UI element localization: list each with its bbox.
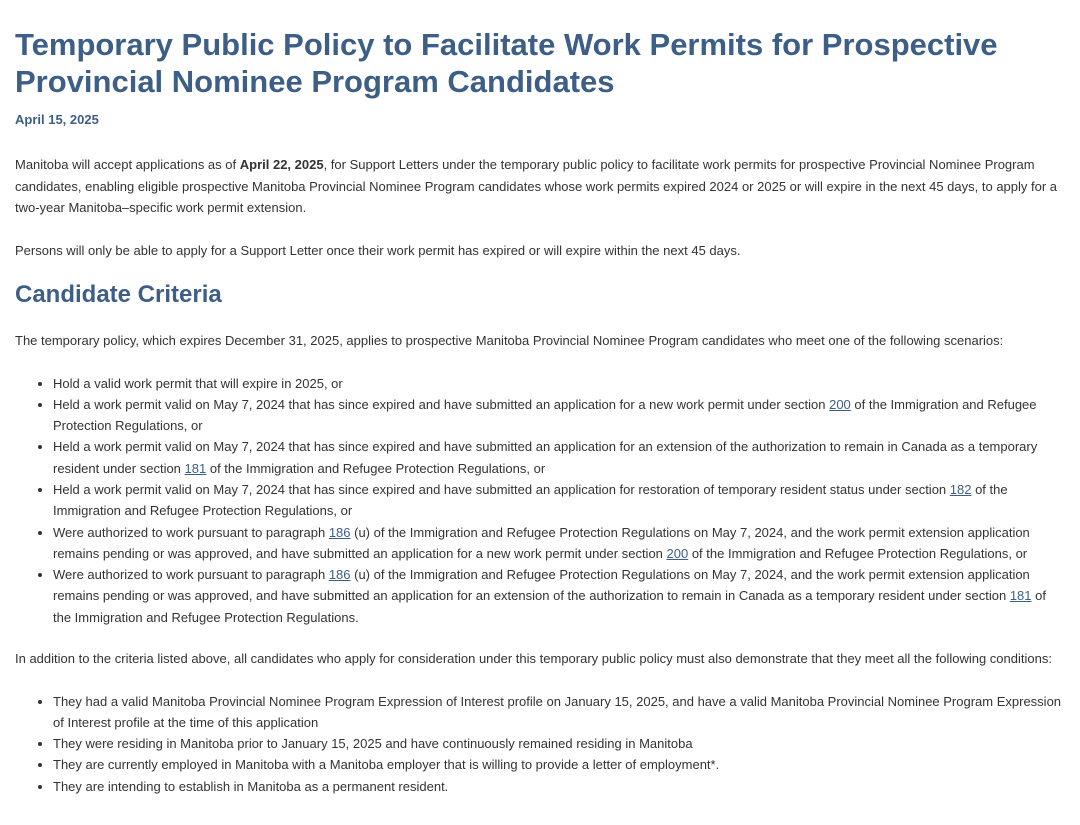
page-title: Temporary Public Policy to Facilitate Work Permits for Prospective Provincial Nominee Program Candidates (15, 27, 998, 99)
paragraph-186-link[interactable]: 186 (328, 524, 351, 540)
scenario-list (15, 373, 1065, 629)
scenario-text: Hold a valid work permit that will expire in 2025, or (53, 375, 343, 391)
scenario-item (53, 479, 1065, 522)
scenario-text: of the Immigration and Refugee Protection Regulations, or (53, 396, 1037, 434)
scenario-text: of the Immigration and Refugee Protection Regulations, or (688, 545, 1028, 561)
scenario-item (53, 522, 1065, 565)
section-181-link[interactable]: 181 (1009, 588, 1032, 604)
scenario-text: Held a work permit valid on May 7, 2024 that has since expired and have submitted an application for a new work permit under section (53, 396, 830, 412)
condition-item: • They had a valid Manitoba Provincial Nominee Program Expression of Interest profile on January 15, 2025, and have a valid Manitoba Provincial Nominee Program Expression of Interest profile at the time of this application (53, 691, 1065, 734)
scenario-text: Held a work permit valid on May 7, 2024 that has since expired and have submitted an application for restoration of temporary resident status under section (53, 481, 950, 497)
condition-item: • They are intending to establish in Manitoba as a permanent resident. (53, 776, 1065, 797)
scenario-text: Were authorized to work pursuant to paragraph (53, 524, 329, 540)
section-200-link[interactable]: 200 (666, 545, 689, 561)
section-heading-candidate-criteria: Candidate Criteria (15, 281, 222, 308)
scenario-item (53, 436, 1065, 479)
publication-date: April 15, 2025 (15, 112, 99, 127)
intro-text-after: , for Support Letters under the temporary public policy to facilitate work permits for prospective Provincial Nominee Program candidates, enabling eligible prospective Manitoba Provincial Nominee Program candidates whose work permits expired 2024 or 2025 or will expire in the next 45 days, to apply for a two-year Manitoba–specific work permit extension. (15, 157, 1058, 215)
scenario-text: (u) of the Immigration and Refugee Protection Regulations on May 7, 2024, and the work permit extension application remains pending or was approved, and have submitted an application for an extension of the authorization to remain in Canada as a temporary resident under section (53, 567, 1030, 604)
condition-item: • They are currently employed in Manitoba with a Manitoba employer that is willing to provide a letter of employment*. (53, 754, 1065, 775)
scenario-text: of the Immigration and Refugee Protection Regulations. (53, 588, 1046, 625)
scenario-item (53, 373, 1065, 394)
support-letter-note: Persons will only be able to apply for a Support Letter once their work permit has expired or will expire within the next 45 days. (15, 242, 741, 258)
paragraph-186-link[interactable]: 186 (328, 567, 351, 583)
scenario-item (53, 564, 1065, 628)
conditions-list (15, 691, 1065, 797)
scenario-item (53, 394, 1065, 437)
section-181-link[interactable]: 181 (184, 460, 207, 476)
scenario-text: Were authorized to work pursuant to paragraph (53, 567, 329, 583)
scenario-text: of the Immigration and Refugee Protection Regulations, or (206, 460, 546, 476)
criteria-intro: The temporary policy, which expires December 31, 2025, applies to prospective Manitoba Provincial Nominee Program candidates who meet one of the following scenarios: (15, 333, 1004, 348)
scenario-text: Held a work permit valid on May 7, 2024 that has since expired and have submitted an application for an extension of the authorization to remain in Canada as a temporary resident under section (53, 439, 1038, 476)
intro-paragraph (15, 154, 1065, 219)
intro-text-before: Manitoba will accept applications as of (15, 157, 240, 172)
condition-item: • They were residing in Manitoba prior to January 15, 2025 and have continuously remained residing in Manitoba (53, 733, 1065, 754)
conditions-intro: In addition to the criteria listed above, all candidates who apply for consideration under this temporary public policy must also demonstrate that they meet all the following conditions: (15, 651, 1052, 667)
section-182-link[interactable]: 182 (949, 481, 972, 497)
scenario-text: of the Immigration and Refugee Protection Regulations, or (53, 481, 1008, 519)
intro-date-bold: April 22, 2025 (239, 157, 324, 172)
scenario-text: (u) of the Immigration and Refugee Protection Regulations on May 7, 2024, and the work permit extension application remains pending or was approved, and have submitted an application for a new work permit under section (53, 524, 1030, 561)
section-200-link[interactable]: 200 (829, 396, 851, 412)
